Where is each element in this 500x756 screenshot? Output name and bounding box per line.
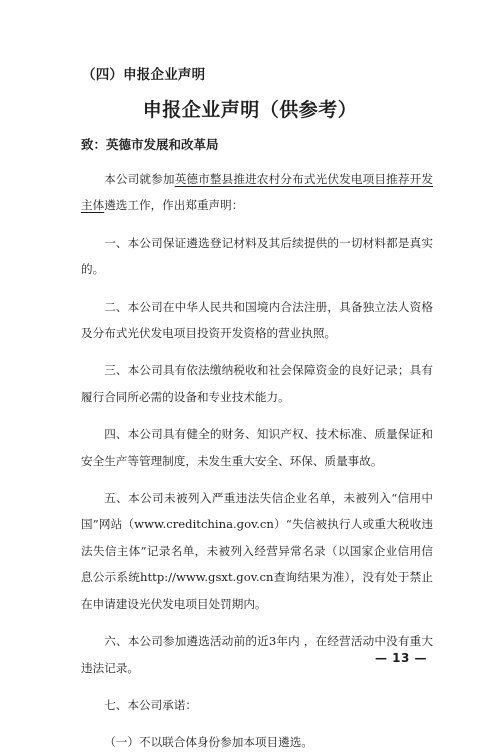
declaration-item-2: 二、本公司在中华人民共和国境内合法注册，具备独立法人资格及分布式光伏发电项目投资开发资格的营业执照。	[81, 299, 433, 341]
declaration-body	[81, 166, 433, 756]
declaration-item-3: 三、本公司具有依法缴纳税收和社会保障资金的良好记录；具有履行合同所必需的设备和专业技术能力。	[81, 363, 433, 404]
document-title: 申报企业声明（供参考）	[142, 99, 358, 121]
project-name: 英德市整县推进农村分布式光伏发电项目推荐开发主体	[81, 172, 433, 213]
declaration-item-1: 一、本公司保证遴选登记材料及其后续提供的一切材料都是真实的。	[81, 235, 433, 277]
intro-paragraph	[81, 166, 433, 219]
page-number: — 13 —	[374, 651, 427, 665]
declaration-item-5: 五、本公司未被列入严重违法失信企业名单，未被列入“信用中国”网站（www.creditchina.gov.cn）“失信被执行人或重大税收违法失信主体”记录名单，未被列入经营异常名录（以国家企业信用信息公示系统http://www.gsxt.gov.cn查询结果为准），没有处于禁止在申请建设光伏发电项目处罚期内。	[81, 491, 433, 611]
commitment-item-1: （一）不以联合体身份参加本项目遴选。	[104, 735, 313, 750]
addressee-line: 致：英德市发展和改革局	[81, 137, 219, 152]
declaration-item-6: 六、本公司参加遴选活动前的近3年内 ，在经营活动中没有重大违法记录。	[81, 634, 433, 675]
section-heading: （四）申报企业声明	[82, 67, 206, 83]
declaration-item-4: 四、本公司具有健全的财务、知识产权、技术标准、质量保证和安全生产等管理制度，未发生重大安全、环保、质量事故。	[81, 427, 433, 468]
intro-suffix: 遴选工作，作出郑重声明：	[104, 198, 244, 213]
declaration-item-7: 七、本公司承诺：	[104, 697, 197, 712]
intro-prefix: 本公司就参加	[104, 172, 175, 186]
